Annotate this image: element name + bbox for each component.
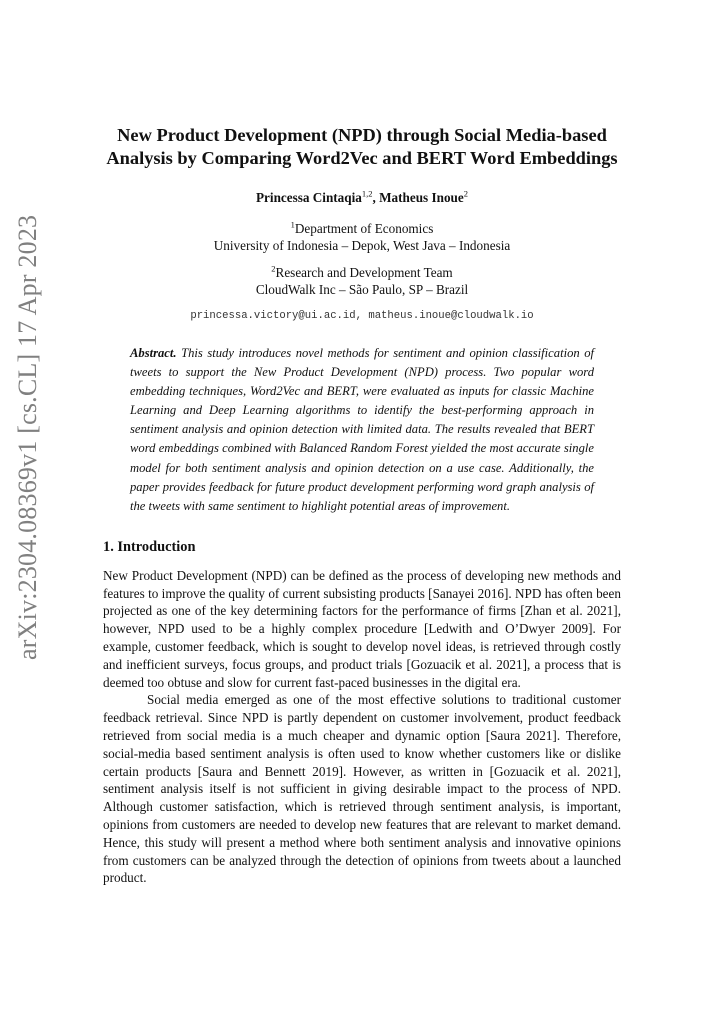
abstract-text: This study introduces novel methods for sentiment and opinion classification of tweets to support the New Product Development (NPD) process. Two popular word embedding techniques, Word2Vec and BERT, were evaluated as inputs for classic Machine Learning and Deep Learning algorithms to identify the best-performing approach in sentiment analysis and opinion detection with limited data. The results revealed that BERT word embeddings combined with Balanced Random Forest yielded the most accurate single model for both sentiment analysis and opinion detection on a use case. Additionally, the paper provides feedback for future product development performing word graph analysis of the tweets with same sentiment to highlight potential areas of improvement. [130,346,594,513]
author-affiliation-mark: 1,2 [361,188,373,199]
arxiv-identifier-stamp: arXiv:2304.08369v1 [cs.CL] 17 Apr 2023 [13,214,42,660]
affiliation-block [103,264,621,298]
author-name: Princessa Cintaqia [256,190,362,205]
paper-title: New Product Development (NPD) through Social Media-based Analysis by Comparing Word2Vec and BERT Word Embeddings [106,125,618,168]
affiliation-department [103,264,621,281]
abstract-label: Abstract. [130,346,177,360]
affiliation-mark: 2 [271,263,276,274]
affiliation-institution: University of Indonesia – Depok, West Java – Indonesia [213,238,511,253]
author-affiliation-mark: 2 [463,188,468,199]
affiliation-department [103,220,621,237]
author-separator: , [372,190,380,205]
abstract [130,344,594,516]
affiliation-institution: CloudWalk Inc – São Paulo, SP – Brazil [255,282,469,297]
section-heading: 1. Introduction [103,538,196,555]
affiliation-mark: 1 [290,219,295,230]
paper-page [103,124,621,887]
body-paragraph: Social media emerged as one of the most effective solutions to traditional customer feedback retrieval. Since NPD is partly dependent on customer involvement, product feedback retrieved from social media is a much cheaper and dynamic option [Saura 2021]. Therefore, social-media based sentiment analysis is often used to know whether customers like or dislike certain products [Saura and Bennett 2019]. However, as written in [Gozuacik et al. 2021], sentiment analysis itself is not sufficient in giving desirable impact to the process of NPD. Although customer satisfaction, which is retrieved through sentiment analysis, is important, opinions from customers are needed to develop new features that are relevant to market demand. Hence, this study will present a method where both sentiment analysis and innovative opinions from customers can be analyzed through the detection of opinions from tweets about a launched product. [103,692,621,886]
affiliation-line: Research and Development Team [275,265,453,280]
body-paragraph: New Product Development (NPD) can be defined as the process of developing new methods and features to improve the quality of current subsisting products [Sanayei 2016]. NPD has often been projected as one of the key determining factors for the performance of firms [Zhan et al. 2021], however, NPD used to be a highly complex procedure [Ledwith and O’Dwyer 2009]. For example, customer feedback, which is sought to develop novel ideas, is retrieved through costly and inefficient surveys, focus groups, and product trials [Gozuacik et al. 2021], a process that is deemed too obtuse and slow for current fast-paced businesses in the digital era. [103,567,621,690]
author-emails: princessa.victory@ui.ac.id, matheus.inoue@cloudwalk.io [190,310,534,322]
affiliation-line: Department of Economics [294,221,434,236]
author-name: Matheus Inoue [379,190,464,205]
author-list [103,190,621,206]
affiliation-block [103,220,621,254]
